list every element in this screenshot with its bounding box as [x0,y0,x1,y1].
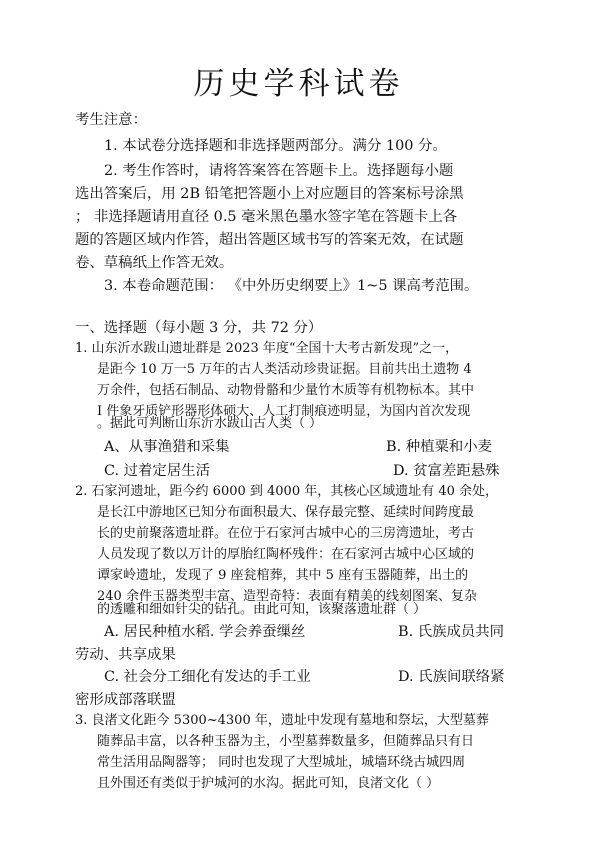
question-1-stem: 万余件，包括石制品、动物骨骼和少量竹木质等有机物标本。其中 [97,383,475,398]
question-2-option-d[interactable]: D. 氏族间联络紧 [398,669,505,685]
section-heading: 一、选择题（每小题 3 分，共 72 分） [75,320,323,336]
question-3-stem: 3. 良渚文化距今 5300~4300 年，遗址中发现有墓地和祭坛，大型墓葬 [75,713,489,728]
question-2-option-a[interactable]: A. 居民种植水稻. 学会养蚕缫丝 [104,624,306,640]
question-2-option-b-continued[interactable]: 劳动、共享成果 [75,647,176,663]
question-2-stem: 2. 石家河遗址，距今约 6000 到 4000 年，其核心区域遗址有 40 余处， [75,484,499,499]
question-2-stem: 是长江中游地区已知分布面积最大、保存最完整、延续时间跨度最 [97,505,475,520]
question-2-stem: 长的史前聚落遗址群。在位于石家河古城中心的三房湾遗址，考古 [97,526,475,541]
notice-heading: 考生注意： [75,112,147,128]
notice-line: 3. 本卷命题范围： 《中外历史纲要上》1~5 课高考范围。 [104,278,479,294]
question-1-stem: 是距今 10 万一5 万年的古人类活动珍贵证据。目前共出土遗物 4 [97,362,472,377]
notice-line: ； 非选择题请用直径 0.5 毫米黑色墨水签字笔在答题卡上各 [75,209,457,225]
question-2-stem: 的透雕和细如针尖的钻孔。由此可知，该聚落遗址群（ ） [97,602,427,617]
question-1-stem: I 件象牙质铲形器形体硕大、人工打制痕迹明显，为国内首次发现 [97,404,471,419]
question-3-stem: 且外围还有类似于护城河的水沟。据此可知，良渚文化（ ） [97,776,440,791]
question-2-stem: 240 余件玉器类型丰富、造型奇特：表面有精美的线刻图案、复杂 [97,589,477,604]
question-2-option-b[interactable]: B. 氏族成员共同 [398,624,505,640]
notice-line: 卷、草稿纸上作答无效。 [75,255,234,271]
question-1-option-b[interactable]: B. 种植粟和小麦 [386,439,493,455]
notice-line: 题的答题区域内作答，超出答题区域书写的答案无效，在试题 [75,232,464,248]
notice-line: 1. 本试卷分选择题和非选择题两部分。满分 100 分。 [104,138,447,154]
exam-title: 历史学科试卷 [193,66,404,102]
question-1-stem: 1. 山东沂水跋山遗址群是 2023 年度“全国十大考古新发现”之一， [75,341,459,356]
question-3-stem: 常生活用品陶器等； 同时也发现了大型城址，城墙环绕古城四周 [97,755,466,770]
question-2-option-d-continued[interactable]: 密形成部落联盟 [75,692,176,708]
question-2-stem: 谭家岭遗址，发现了 9 座瓮棺葬，其中 5 座有玉器随葬，出土的 [97,568,469,583]
question-3-stem: 随葬品丰富，以各种玉器为主，小型墓葬数量多，但随葬品只有日 [97,734,475,749]
question-1-option-d[interactable]: D. 贫富差距悬殊 [393,463,500,479]
question-2-stem: 人员发现了数以万计的厚胎红陶杯残件：在石家河古城中心区域的 [97,547,475,562]
notice-line: 2. 考生作答时，请将答案答在答题卡上。选择题每小题 [104,163,454,179]
notice-line: 选出答案后，用 2B 铅笔把答题小上对应题目的答案标号涂黑 [75,186,464,202]
question-1-stem: 。据此可判断山东沂水跋山古人类（ ） [97,416,323,431]
question-2-option-c[interactable]: C. 社会分工细化有发达的手工业 [104,669,311,685]
question-1-option-a[interactable]: A、从事渔猎和采集 [104,439,230,455]
question-1-option-c[interactable]: C. 过着定居生活 [104,463,210,479]
